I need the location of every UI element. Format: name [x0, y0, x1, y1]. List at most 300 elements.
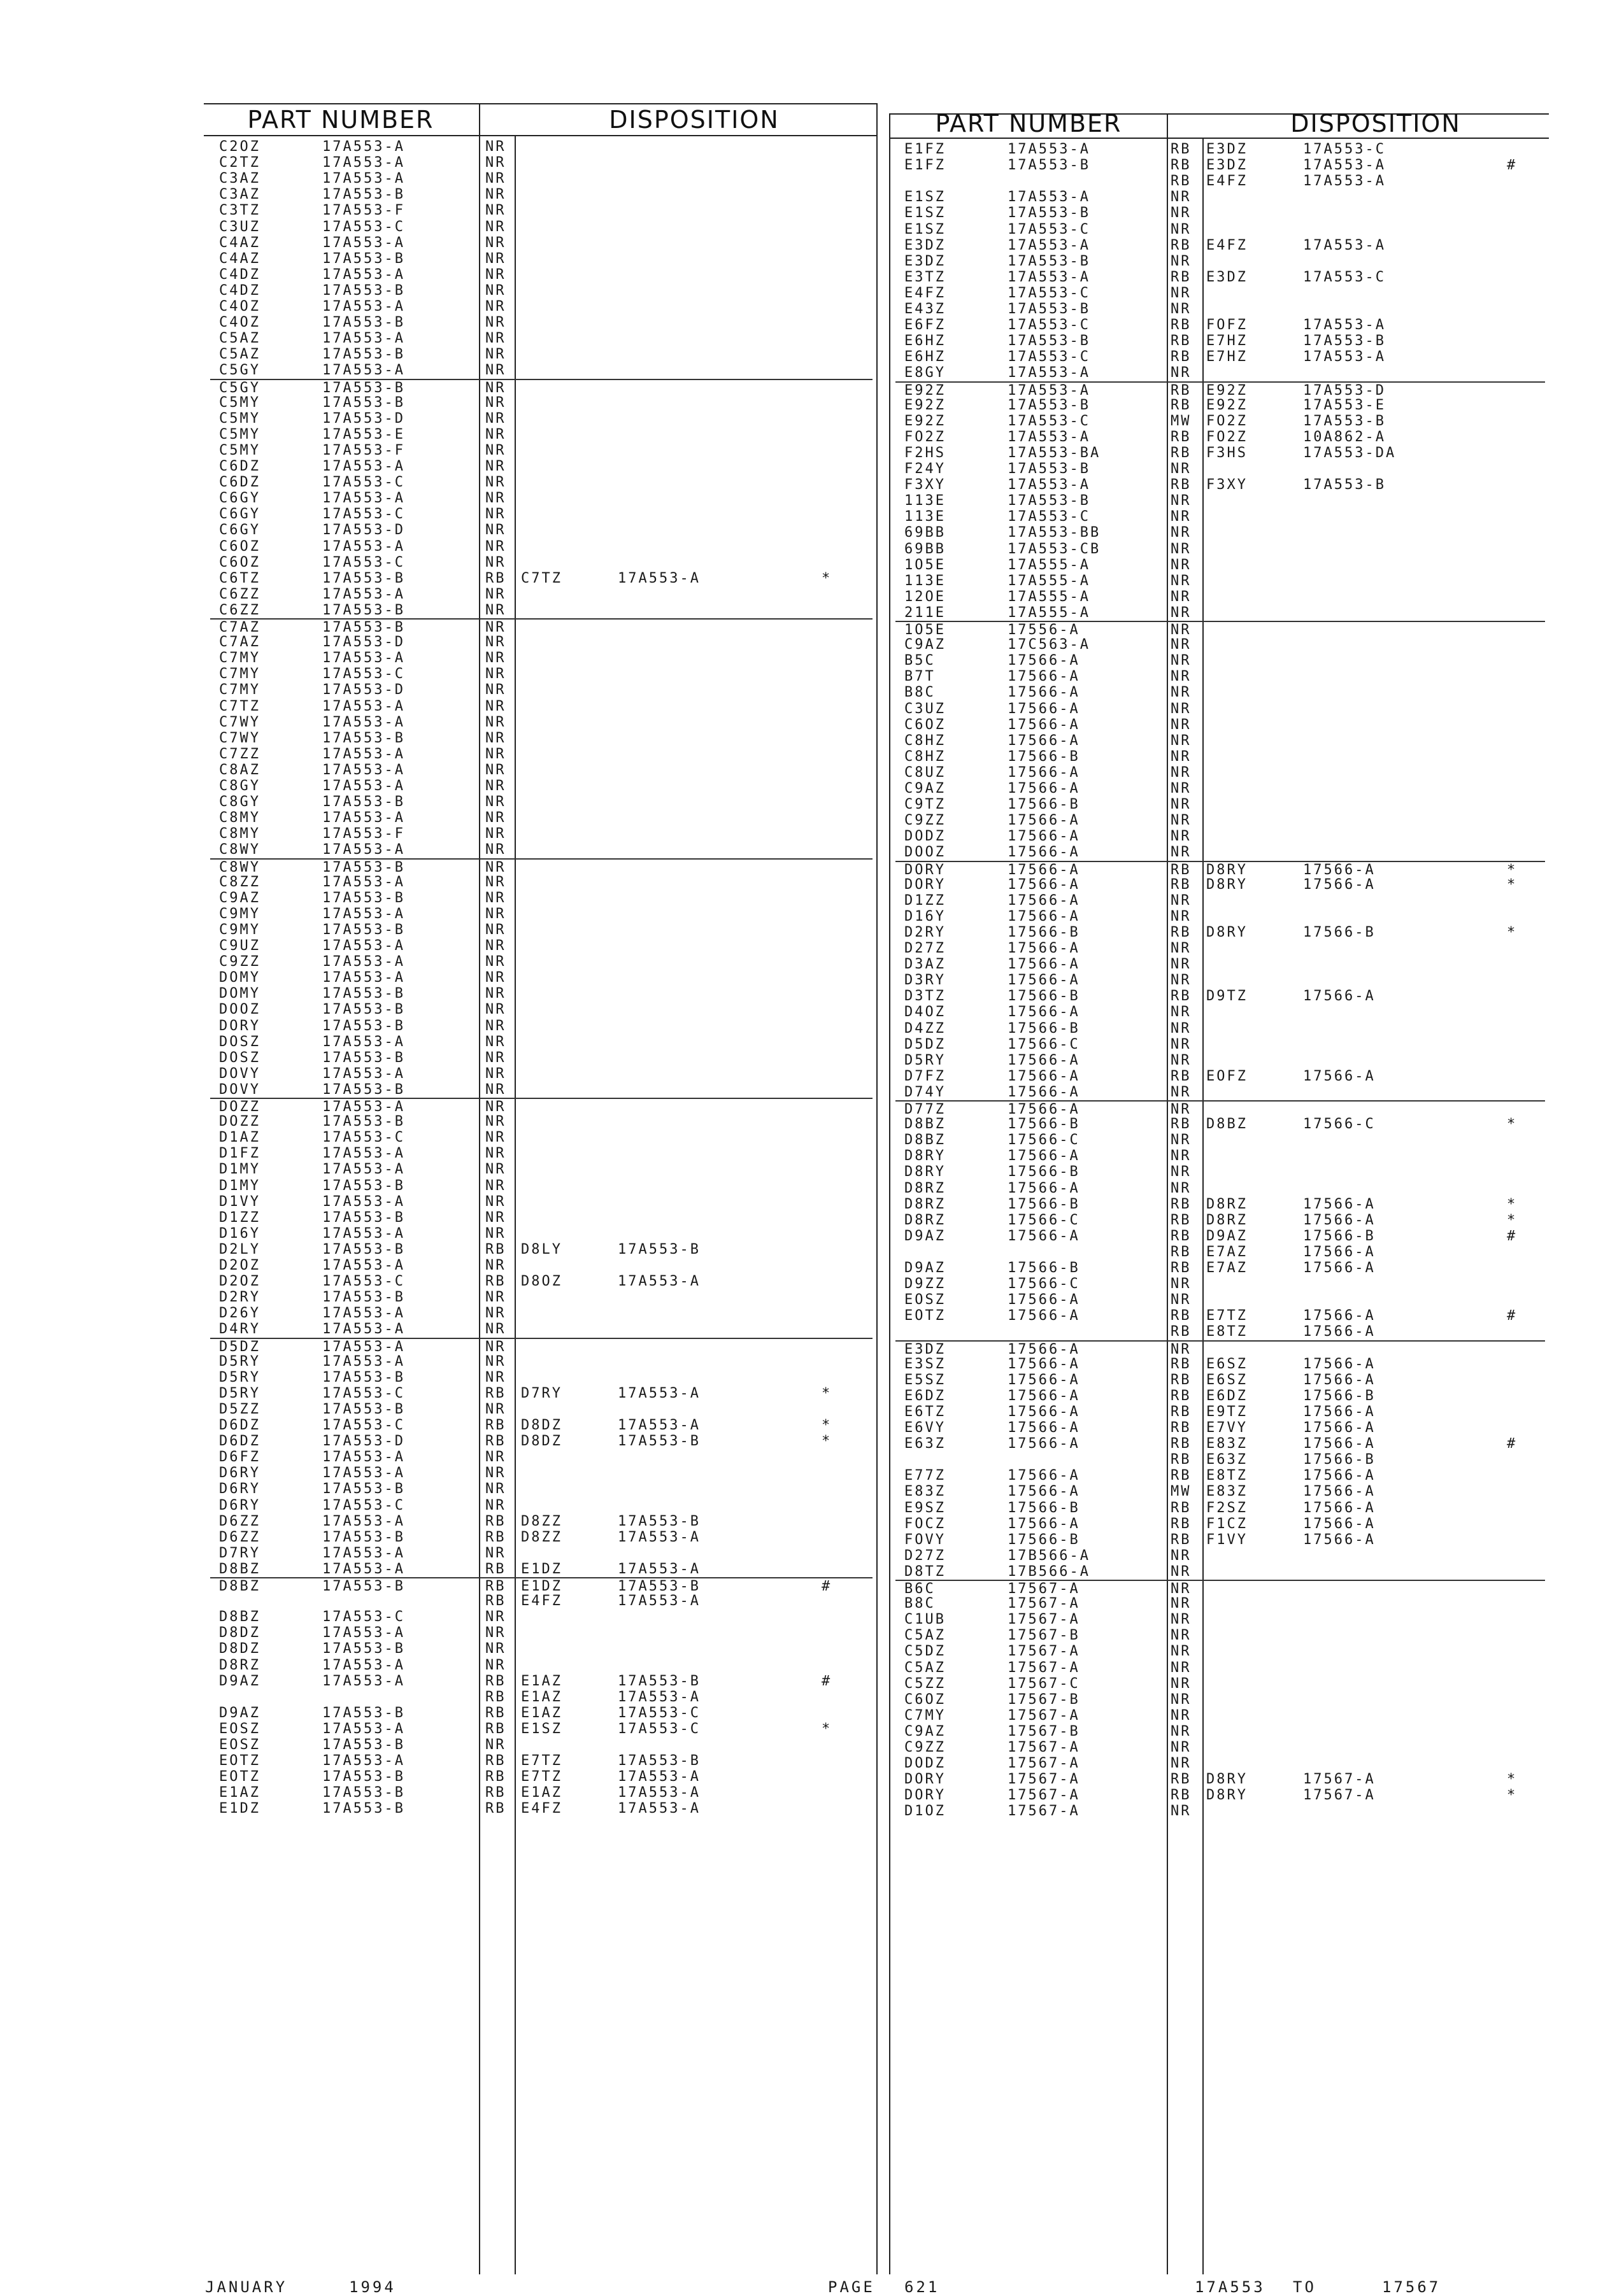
disp-code: NR	[485, 171, 506, 187]
part-prefix: C6DZ	[219, 458, 260, 474]
part-prefix: D5RY	[219, 1353, 260, 1370]
disp-code: NR	[1171, 1102, 1192, 1117]
table-row	[210, 171, 873, 187]
part-number: 17566-A	[1008, 1403, 1080, 1420]
part-prefix: B7T	[904, 669, 936, 685]
disp-code: NR	[485, 586, 506, 602]
disp-prefix: F1CZ	[1206, 1515, 1248, 1532]
part-prefix: C9AZ	[904, 1723, 946, 1740]
disp-code: RB	[1171, 444, 1192, 461]
disp-code: NR	[1171, 972, 1192, 989]
part-number: 17A553-C	[1008, 509, 1090, 525]
part-prefix: D6ZZ	[219, 1529, 260, 1545]
table-row	[895, 1771, 1545, 1787]
disp-code: NR	[1171, 1627, 1192, 1644]
footer-page-label: PAGE	[828, 2278, 875, 2296]
part-number: 17A553-A	[322, 330, 405, 347]
table-row	[210, 1114, 873, 1130]
table-row	[895, 1148, 1545, 1164]
disp-prefix: E4FZ	[1206, 237, 1248, 253]
part-prefix: D2OZ	[219, 1258, 260, 1273]
part-number: 17567-C	[1008, 1675, 1080, 1692]
part-prefix: E1FZ	[904, 141, 946, 157]
disp-code: NR	[1171, 1164, 1192, 1180]
disp-number: 17A553-B	[1303, 333, 1386, 350]
part-number: 17A553-C	[322, 474, 405, 491]
part-number: 17A553-B	[322, 1369, 405, 1385]
table-row	[895, 1116, 1545, 1132]
table-row	[895, 988, 1545, 1004]
disp-code: NR	[1171, 684, 1192, 701]
disp-code: RB	[485, 1529, 506, 1545]
disp-code: NR	[485, 218, 506, 235]
disp-number: 17A553-A	[1303, 237, 1386, 253]
disp-code: RB	[1171, 1212, 1192, 1228]
disp-prefix: E8TZ	[1206, 1468, 1248, 1484]
part-number: 17566-A	[1008, 700, 1080, 717]
table-row	[210, 1226, 873, 1242]
part-prefix: D4OZ	[904, 1004, 946, 1021]
disp-code: NR	[485, 1130, 506, 1146]
disp-code: NR	[485, 1641, 506, 1657]
part-number: 17567-A	[1008, 1787, 1080, 1804]
part-number: 17A553-F	[322, 442, 405, 458]
disp-code: NR	[1171, 1148, 1192, 1165]
disp-code: RB	[1171, 317, 1192, 334]
part-number: 17A553-B	[322, 1737, 405, 1753]
disp-code: NR	[1171, 844, 1192, 861]
table-row	[210, 1242, 873, 1258]
part-number: 17566-B	[1008, 748, 1080, 765]
disp-code: NR	[1171, 572, 1192, 589]
table-row	[895, 1021, 1545, 1037]
part-number: 17567-A	[1008, 1612, 1080, 1628]
table-row	[895, 1612, 1545, 1627]
disp-code: NR	[1171, 221, 1192, 237]
table-row	[210, 890, 873, 906]
part-prefix: DOZZ	[219, 1114, 260, 1130]
disp-prefix: E7HZ	[1206, 333, 1248, 350]
part-number: 17566-A	[1008, 1068, 1080, 1084]
part-number: 17A553-C	[1008, 349, 1090, 365]
disp-code: RB	[485, 1801, 506, 1817]
table-row	[895, 1692, 1545, 1708]
part-number: 17A553-A	[322, 1033, 405, 1050]
table-row	[895, 573, 1545, 589]
part-number: 17566-C	[1008, 1276, 1080, 1293]
disp-code: RB	[1171, 173, 1192, 190]
part-prefix: C6GY	[219, 490, 260, 507]
disp-code: MW	[1171, 413, 1192, 429]
part-prefix: D3RY	[904, 972, 946, 989]
disp-code: RB	[1171, 382, 1192, 399]
disp-prefix: EOFZ	[1206, 1068, 1248, 1084]
footer-month: JANUARY	[205, 2278, 288, 2296]
part-number: 17A553-B	[1008, 157, 1090, 174]
part-prefix: E6VY	[904, 1420, 946, 1436]
disp-number: 17566-A	[1303, 1371, 1376, 1388]
disp-code: NR	[1171, 1132, 1192, 1149]
disp-code: NR	[485, 379, 506, 396]
part-number: 17A553-C	[322, 1273, 405, 1290]
part-prefix: F2HS	[904, 444, 946, 461]
disp-code: NR	[485, 746, 506, 762]
part-number: 17566-A	[1008, 1180, 1080, 1196]
table-row	[210, 1561, 873, 1577]
disp-prefix: D8RY	[1206, 861, 1248, 878]
disp-code: RB	[485, 1593, 506, 1610]
part-number: 17A553-B	[322, 889, 405, 906]
table-row	[210, 522, 873, 538]
disp-prefix: E83Z	[1206, 1484, 1248, 1500]
table-row	[210, 1417, 873, 1433]
part-number: 17566-C	[1008, 1212, 1080, 1228]
part-prefix: B5C	[904, 653, 936, 669]
disp-code: NR	[1171, 892, 1192, 909]
part-prefix: FOCZ	[904, 1515, 946, 1532]
disp-flag: *	[1507, 924, 1518, 940]
disp-code: RB	[1171, 1420, 1192, 1436]
disp-code: NR	[1171, 748, 1192, 765]
disp-code: RB	[1171, 1068, 1192, 1084]
disp-code: RB	[485, 1673, 506, 1689]
table-row	[895, 749, 1545, 765]
part-number: 17A553-B	[322, 1177, 405, 1194]
part-prefix: C6OZ	[904, 716, 946, 733]
table-row	[210, 1082, 873, 1098]
part-number: 17A553-B	[1008, 205, 1090, 222]
part-number: 17A555-A	[1008, 604, 1090, 621]
part-number: 17A553-A	[322, 810, 405, 826]
part-prefix: C9MY	[219, 905, 260, 922]
part-number: 17A553-A	[322, 299, 405, 315]
disp-code: RB	[1171, 333, 1192, 350]
disp-code: NR	[1171, 509, 1192, 525]
part-prefix: D8RY	[904, 1164, 946, 1180]
part-number: 17A553-B	[322, 921, 405, 938]
part-prefix: E6TZ	[904, 1403, 946, 1420]
table-row	[895, 1548, 1545, 1564]
disp-code: NR	[1171, 189, 1192, 206]
part-number: 17A553-B	[322, 730, 405, 746]
table-row	[210, 666, 873, 682]
table-row	[210, 474, 873, 490]
part-prefix: D8DZ	[219, 1625, 260, 1641]
part-number: 17A553-A	[322, 1720, 405, 1737]
disp-code: NR	[1171, 525, 1192, 541]
footer-year: 1994	[349, 2278, 396, 2296]
table-row	[210, 1737, 873, 1753]
table-row	[895, 1740, 1545, 1755]
part-number: 17A553-A	[322, 155, 405, 171]
part-prefix: E6DZ	[904, 1387, 946, 1404]
disp-code: RB	[485, 1561, 506, 1577]
part-number: 17566-B	[1008, 924, 1080, 940]
part-number: 17A553-B	[1008, 253, 1090, 269]
footer-range-from: 17A553	[1195, 2278, 1265, 2296]
part-number: 17A553-B	[322, 1241, 405, 1258]
part-number: 17A553-A	[322, 842, 405, 858]
disp-number: 17A553-A	[1303, 157, 1386, 174]
disp-code: NR	[1171, 1036, 1192, 1052]
disp-number: 17A553-B	[618, 1241, 701, 1258]
table-row	[210, 938, 873, 954]
disp-code: NR	[1171, 637, 1192, 653]
part-prefix: C9AZ	[904, 637, 946, 653]
disp-code: NR	[485, 826, 506, 842]
table-row	[210, 1370, 873, 1385]
part-prefix: D8BZ	[219, 1561, 260, 1577]
disp-prefix: E1AZ	[521, 1704, 562, 1721]
table-row	[895, 1500, 1545, 1516]
part-number: 17A553-A	[322, 1513, 405, 1529]
part-prefix: D8RZ	[904, 1180, 946, 1196]
part-number: 17567-B	[1008, 1627, 1080, 1644]
part-number: 17A553-D	[322, 410, 405, 427]
table-row	[210, 1641, 873, 1657]
disp-code: NR	[1171, 1612, 1192, 1628]
part-prefix: C8AZ	[219, 762, 260, 778]
part-prefix: C7AZ	[219, 620, 260, 635]
table-row	[895, 1244, 1545, 1260]
part-number: 17567-A	[1008, 1596, 1080, 1612]
part-number: 17A553-C	[1008, 413, 1090, 429]
disp-prefix: D8RY	[1206, 924, 1248, 940]
part-number: 17567-A	[1008, 1707, 1080, 1724]
table-row	[210, 362, 873, 378]
disp-code: NR	[1171, 541, 1192, 557]
part-prefix: C9TZ	[904, 797, 946, 813]
footer-range-to-label: TO	[1293, 2278, 1316, 2296]
table-row	[895, 1436, 1545, 1452]
table-row	[895, 1676, 1545, 1692]
table-row	[895, 1180, 1545, 1196]
table-row	[210, 1481, 873, 1497]
part-prefix: 69BB	[904, 525, 946, 541]
table-row	[210, 1705, 873, 1721]
part-number: 17A553-A	[322, 874, 405, 890]
disp-code: NR	[485, 620, 506, 635]
part-number: 17566-A	[1008, 1341, 1080, 1357]
disp-code: RB	[1171, 1515, 1192, 1532]
disp-code: NR	[485, 1321, 506, 1338]
part-prefix: D27Z	[904, 1547, 946, 1564]
disp-code: RB	[1171, 1260, 1192, 1276]
disp-code: NR	[1171, 588, 1192, 605]
part-number: 17566-B	[1008, 797, 1080, 813]
part-number: 17A553-A	[322, 171, 405, 187]
disp-flag: *	[1507, 1212, 1518, 1228]
part-prefix: DORY	[904, 861, 946, 878]
part-prefix: E8GY	[904, 365, 946, 381]
disp-code: NR	[1171, 732, 1192, 749]
disp-code: NR	[485, 299, 506, 315]
table-row	[210, 1066, 873, 1082]
table-row	[210, 1465, 873, 1481]
table-row	[895, 812, 1545, 828]
part-prefix: C5GY	[219, 362, 260, 379]
part-prefix: E3SZ	[904, 1356, 946, 1372]
part-number: 17A553-C	[322, 1417, 405, 1433]
table-row	[210, 1050, 873, 1066]
part-number: 17566-A	[1008, 1515, 1080, 1532]
part-number: 17A553-A	[322, 586, 405, 602]
part-number: 17567-A	[1008, 1581, 1080, 1597]
part-number: 17566-A	[1008, 1308, 1080, 1324]
disp-code: NR	[485, 1081, 506, 1098]
part-prefix: E1DZ	[219, 1801, 260, 1817]
part-number: 17A553-B	[322, 1401, 405, 1417]
part-number: 17A553-A	[1008, 141, 1090, 157]
disp-flag: *	[822, 570, 832, 586]
part-number: 17A553-A	[322, 762, 405, 778]
part-prefix: D8BZ	[904, 1132, 946, 1149]
part-number: 17566-A	[1008, 1468, 1080, 1484]
disp-code: NR	[485, 954, 506, 970]
part-number: 17A553-F	[322, 202, 405, 219]
part-prefix: C3UZ	[219, 218, 260, 235]
footer-page-number: 621	[904, 2278, 940, 2296]
disp-number: 17A553-B	[618, 1578, 701, 1594]
part-prefix: D8RZ	[219, 1657, 260, 1673]
disp-number: 17A553-C	[1303, 141, 1386, 157]
part-number: 17A553-A	[322, 1657, 405, 1673]
part-prefix: E1SZ	[904, 221, 946, 237]
table-row	[210, 1545, 873, 1561]
table-row	[210, 762, 873, 778]
left-right-edge	[876, 103, 878, 2274]
disp-prefix: FOFZ	[1206, 317, 1248, 334]
table-row	[895, 557, 1545, 573]
part-prefix: C6OZ	[219, 554, 260, 570]
part-prefix: EOSZ	[904, 1292, 946, 1308]
table-row	[895, 1643, 1545, 1659]
table-row	[210, 954, 873, 970]
part-prefix: E92Z	[904, 397, 946, 413]
part-prefix: C6OZ	[219, 538, 260, 555]
part-prefix: E1AZ	[219, 1785, 260, 1801]
table-row	[895, 141, 1545, 157]
part-number: 17566-A	[1008, 781, 1080, 797]
disp-code: NR	[485, 155, 506, 171]
disp-prefix: D8LY	[521, 1241, 562, 1258]
table-row	[895, 1420, 1545, 1436]
table-row	[210, 906, 873, 922]
part-number: 17566-B	[1008, 1116, 1080, 1133]
table-row	[895, 828, 1545, 844]
part-number: 17566-B	[1008, 1260, 1080, 1276]
disp-number: 17A553-A	[1303, 349, 1386, 365]
part-number: 17A553-D	[322, 522, 405, 539]
table-row	[210, 986, 873, 1002]
disp-prefix: E4FZ	[1206, 173, 1248, 190]
disp-code: RB	[1171, 141, 1192, 157]
disp-prefix: FO2Z	[1206, 429, 1248, 445]
disp-code: NR	[485, 762, 506, 778]
part-prefix: B6C	[904, 1581, 936, 1597]
table-row	[210, 427, 873, 443]
table-row	[210, 219, 873, 235]
disp-code: NR	[1171, 716, 1192, 733]
table-row	[210, 1577, 873, 1594]
disp-code: NR	[1171, 781, 1192, 797]
disp-prefix: E6DZ	[1206, 1387, 1248, 1404]
part-prefix: E43Z	[904, 301, 946, 317]
disp-code: NR	[485, 905, 506, 922]
disp-number: 17A553-B	[618, 1753, 701, 1769]
part-number: 17566-A	[1008, 1228, 1080, 1244]
table-row	[895, 253, 1545, 269]
disp-code: NR	[485, 810, 506, 826]
part-prefix: 113E	[904, 509, 946, 525]
part-number: 17A553-A	[322, 234, 405, 251]
table-row	[895, 1596, 1545, 1612]
part-number: 17A553-A	[322, 714, 405, 730]
part-prefix: C5MY	[219, 394, 260, 411]
part-prefix: C6ZZ	[219, 602, 260, 618]
table-row	[210, 874, 873, 890]
part-number: 17567-A	[1008, 1755, 1080, 1772]
disp-code: NR	[485, 330, 506, 347]
part-prefix: 113E	[904, 572, 946, 589]
part-number: 17A553-B	[322, 1002, 405, 1018]
part-number: 17566-B	[1008, 1531, 1080, 1548]
disp-prefix: E1AZ	[521, 1673, 562, 1689]
part-prefix: C5AZ	[904, 1627, 946, 1644]
part-prefix: D1MY	[219, 1161, 260, 1178]
part-number: 17A553-A	[322, 1321, 405, 1338]
disp-prefix: D7RY	[521, 1385, 562, 1401]
part-number: 17A553-B	[322, 1769, 405, 1785]
table-row	[210, 922, 873, 938]
disp-flag: *	[1507, 1771, 1518, 1788]
part-prefix: D4RY	[219, 1321, 260, 1338]
table-row	[210, 443, 873, 458]
part-prefix: D16Y	[904, 908, 946, 925]
part-prefix: C5AZ	[219, 330, 260, 347]
disp-prefix: D8BZ	[1206, 1116, 1248, 1133]
table-row	[895, 956, 1545, 972]
disp-code: NR	[485, 1161, 506, 1178]
part-number: 17567-A	[1008, 1740, 1080, 1755]
disp-code: RB	[1171, 1771, 1192, 1788]
part-number: 17A553-A	[1008, 237, 1090, 253]
disp-prefix: F2SZ	[1206, 1499, 1248, 1516]
disp-flag: #	[1507, 1308, 1518, 1324]
disp-prefix: FO2Z	[1206, 413, 1248, 429]
table-row	[210, 251, 873, 267]
part-number: 17A553-A	[322, 650, 405, 667]
part-prefix: C8MY	[219, 826, 260, 842]
part-prefix: D6ZZ	[219, 1513, 260, 1529]
disp-code: RB	[1171, 237, 1192, 253]
table-row	[895, 1404, 1545, 1420]
part-prefix: E83Z	[904, 1484, 946, 1500]
part-prefix: C6TZ	[219, 570, 260, 586]
part-prefix: E1FZ	[904, 157, 946, 174]
part-prefix: C6ZZ	[219, 586, 260, 602]
part-prefix: C9AZ	[904, 781, 946, 797]
part-number: 17A553-B	[322, 986, 405, 1002]
part-number: 17A553-B	[322, 602, 405, 618]
right-disposition-header: DISPOSITION	[1290, 110, 1461, 138]
disp-code: NR	[485, 1289, 506, 1306]
part-number: 17566-B	[1008, 1499, 1080, 1516]
disp-code: NR	[1171, 301, 1192, 317]
part-number: 17A553-A	[322, 1225, 405, 1242]
table-row	[895, 1324, 1545, 1340]
part-prefix: D8RZ	[904, 1196, 946, 1212]
